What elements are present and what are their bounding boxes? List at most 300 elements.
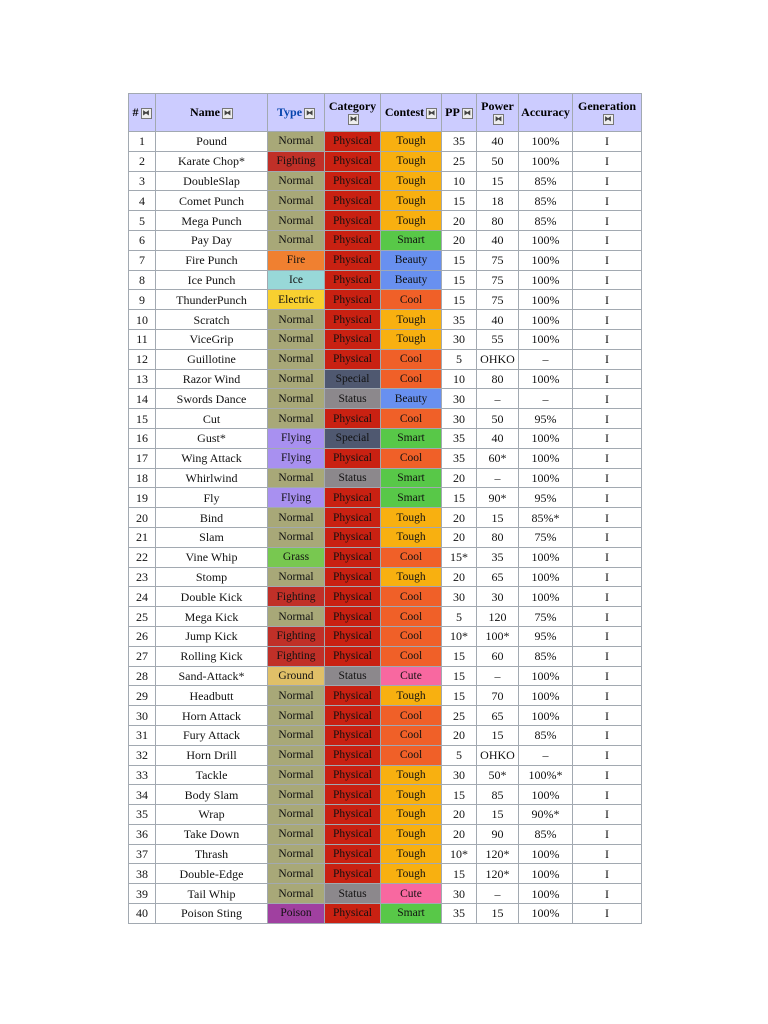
- cell-number: 3: [129, 171, 156, 191]
- cell-type[interactable]: Normal: [268, 706, 325, 726]
- cell-pp: 15: [442, 250, 477, 270]
- cell-pp: 20: [442, 211, 477, 231]
- cell-pp: 20: [442, 230, 477, 250]
- cell-contest: Tough: [381, 686, 442, 706]
- cell-move-name[interactable]: Scratch: [156, 310, 268, 330]
- column-header-name[interactable]: [156, 94, 268, 132]
- cell-accuracy: 100%: [519, 686, 573, 706]
- cell-generation: I: [573, 626, 642, 646]
- cell-type[interactable]: Normal: [268, 349, 325, 369]
- cell-contest: Smart: [381, 488, 442, 508]
- cell-type[interactable]: Fighting: [268, 587, 325, 607]
- cell-number: 1: [129, 132, 156, 152]
- cell-pp: 15*: [442, 547, 477, 567]
- cell-accuracy: 100%*: [519, 765, 573, 785]
- cell-accuracy: 100%: [519, 250, 573, 270]
- cell-move-name[interactable]: Vine Whip: [156, 547, 268, 567]
- cell-category: Physical: [325, 527, 381, 547]
- cell-pp: 30: [442, 765, 477, 785]
- cell-number: 17: [129, 448, 156, 468]
- cell-number: 38: [129, 864, 156, 884]
- cell-type[interactable]: Normal: [268, 607, 325, 627]
- cell-pp: 30: [442, 884, 477, 904]
- table-row: [129, 706, 642, 726]
- cell-pp: 5: [442, 349, 477, 369]
- cell-accuracy: 100%: [519, 587, 573, 607]
- cell-move-name[interactable]: Take Down: [156, 824, 268, 844]
- cell-number: 18: [129, 468, 156, 488]
- cell-category: Status: [325, 468, 381, 488]
- table-row: [129, 785, 642, 805]
- cell-generation: I: [573, 250, 642, 270]
- cell-pp: 15: [442, 785, 477, 805]
- cell-category: Physical: [325, 349, 381, 369]
- cell-move-name[interactable]: Guillotine: [156, 349, 268, 369]
- cell-type[interactable]: Normal: [268, 884, 325, 904]
- cell-move-name[interactable]: Mega Kick: [156, 607, 268, 627]
- cell-accuracy: 100%: [519, 428, 573, 448]
- cell-generation: I: [573, 844, 642, 864]
- cell-power: 35: [477, 547, 519, 567]
- cell-generation: I: [573, 448, 642, 468]
- cell-number: 24: [129, 587, 156, 607]
- cell-pp: 35: [442, 132, 477, 152]
- cell-category: Status: [325, 884, 381, 904]
- sort-icon[interactable]: ⧓: [463, 108, 471, 117]
- table-row: [129, 805, 642, 825]
- cell-contest: Tough: [381, 864, 442, 884]
- sort-icon[interactable]: ⧓: [142, 108, 150, 117]
- cell-type[interactable]: Normal: [268, 508, 325, 528]
- cell-category: Physical: [325, 904, 381, 924]
- cell-type[interactable]: Grass: [268, 547, 325, 567]
- cell-category: Physical: [325, 706, 381, 726]
- cell-pp: 30: [442, 587, 477, 607]
- cell-contest: Cool: [381, 745, 442, 765]
- cell-move-name[interactable]: Rolling Kick: [156, 646, 268, 666]
- cell-type[interactable]: Normal: [268, 824, 325, 844]
- cell-contest: Cute: [381, 884, 442, 904]
- cell-power: 75: [477, 290, 519, 310]
- cell-power: 100*: [477, 626, 519, 646]
- cell-move-name[interactable]: ThunderPunch: [156, 290, 268, 310]
- cell-type[interactable]: Normal: [268, 310, 325, 330]
- cell-contest: Cool: [381, 725, 442, 745]
- cell-type[interactable]: Normal: [268, 389, 325, 409]
- cell-move-name[interactable]: ViceGrip: [156, 329, 268, 349]
- cell-accuracy: 100%: [519, 270, 573, 290]
- cell-move-name[interactable]: Thrash: [156, 844, 268, 864]
- cell-contest: Cool: [381, 547, 442, 567]
- cell-accuracy: 75%: [519, 607, 573, 627]
- cell-contest: Cool: [381, 448, 442, 468]
- cell-number: 13: [129, 369, 156, 389]
- cell-power: –: [477, 389, 519, 409]
- cell-pp: 15: [442, 191, 477, 211]
- cell-type[interactable]: Normal: [268, 171, 325, 191]
- cell-number: 31: [129, 725, 156, 745]
- cell-move-name[interactable]: Horn Attack: [156, 706, 268, 726]
- header-label: PP: [445, 105, 460, 119]
- cell-generation: I: [573, 270, 642, 290]
- cell-accuracy: 100%: [519, 706, 573, 726]
- cell-generation: I: [573, 587, 642, 607]
- table-row: [129, 428, 642, 448]
- cell-move-name[interactable]: Headbutt: [156, 686, 268, 706]
- cell-number: 29: [129, 686, 156, 706]
- cell-move-name[interactable]: Poison Sting: [156, 904, 268, 924]
- cell-accuracy: 100%: [519, 904, 573, 924]
- cell-type[interactable]: Normal: [268, 567, 325, 587]
- cell-accuracy: 85%*: [519, 508, 573, 528]
- cell-category: Physical: [325, 547, 381, 567]
- cell-generation: I: [573, 686, 642, 706]
- cell-generation: I: [573, 508, 642, 528]
- cell-move-name[interactable]: Body Slam: [156, 785, 268, 805]
- table-row: [129, 329, 642, 349]
- column-header-pp[interactable]: [442, 94, 477, 132]
- cell-type[interactable]: Normal: [268, 844, 325, 864]
- column-header-accuracy[interactable]: [519, 94, 573, 132]
- cell-number: 22: [129, 547, 156, 567]
- cell-contest: Beauty: [381, 389, 442, 409]
- cell-contest: Tough: [381, 805, 442, 825]
- column-header-contest[interactable]: [381, 94, 442, 132]
- cell-number: 11: [129, 329, 156, 349]
- cell-move-name[interactable]: Stomp: [156, 567, 268, 587]
- cell-generation: I: [573, 171, 642, 191]
- cell-accuracy: 95%: [519, 409, 573, 429]
- cell-power: –: [477, 666, 519, 686]
- cell-move-name[interactable]: Gust*: [156, 428, 268, 448]
- cell-pp: 30: [442, 389, 477, 409]
- cell-power: 65: [477, 706, 519, 726]
- cell-type[interactable]: Fighting: [268, 151, 325, 171]
- cell-move-name[interactable]: Double-Edge: [156, 864, 268, 884]
- cell-generation: I: [573, 725, 642, 745]
- cell-pp: 35: [442, 428, 477, 448]
- cell-number: 35: [129, 805, 156, 825]
- cell-type[interactable]: Normal: [268, 409, 325, 429]
- cell-pp: 30: [442, 409, 477, 429]
- cell-type[interactable]: Normal: [268, 864, 325, 884]
- cell-category: Physical: [325, 290, 381, 310]
- cell-power: OHKO: [477, 745, 519, 765]
- cell-number: 32: [129, 745, 156, 765]
- cell-type[interactable]: Normal: [268, 230, 325, 250]
- table-row: [129, 904, 642, 924]
- cell-move-name[interactable]: Jump Kick: [156, 626, 268, 646]
- cell-type[interactable]: Normal: [268, 132, 325, 152]
- cell-power: 80: [477, 527, 519, 547]
- cell-accuracy: 85%: [519, 211, 573, 231]
- cell-category: Physical: [325, 250, 381, 270]
- cell-power: 40: [477, 310, 519, 330]
- table-row: [129, 567, 642, 587]
- cell-number: 9: [129, 290, 156, 310]
- header-link[interactable]: Type: [276, 105, 303, 119]
- cell-type[interactable]: Normal: [268, 211, 325, 231]
- cell-move-name[interactable]: Razor Wind: [156, 369, 268, 389]
- cell-pp: 15: [442, 686, 477, 706]
- cell-accuracy: 90%*: [519, 805, 573, 825]
- table-row: [129, 171, 642, 191]
- cell-power: 80: [477, 369, 519, 389]
- cell-pp: 30: [442, 329, 477, 349]
- cell-number: 39: [129, 884, 156, 904]
- cell-pp: 10*: [442, 626, 477, 646]
- cell-move-name[interactable]: Fly: [156, 488, 268, 508]
- cell-type[interactable]: Normal: [268, 686, 325, 706]
- cell-power: 15: [477, 904, 519, 924]
- column-header-category[interactable]: [325, 94, 381, 132]
- cell-contest: Cool: [381, 607, 442, 627]
- cell-number: 36: [129, 824, 156, 844]
- cell-move-name[interactable]: Cut: [156, 409, 268, 429]
- cell-generation: I: [573, 151, 642, 171]
- cell-generation: I: [573, 745, 642, 765]
- cell-pp: 35: [442, 310, 477, 330]
- cell-pp: 15: [442, 290, 477, 310]
- cell-contest: Cool: [381, 369, 442, 389]
- cell-category: Physical: [325, 607, 381, 627]
- cell-contest: Tough: [381, 310, 442, 330]
- cell-category: Physical: [325, 409, 381, 429]
- table-row: [129, 626, 642, 646]
- cell-move-name[interactable]: Sand-Attack*: [156, 666, 268, 686]
- cell-number: 27: [129, 646, 156, 666]
- cell-contest: Tough: [381, 132, 442, 152]
- table-row: [129, 369, 642, 389]
- cell-generation: I: [573, 369, 642, 389]
- column-header-power[interactable]: [477, 94, 519, 132]
- cell-pp: 20: [442, 527, 477, 547]
- cell-move-name[interactable]: Pound: [156, 132, 268, 152]
- cell-move-name[interactable]: Karate Chop*: [156, 151, 268, 171]
- cell-category: Physical: [325, 765, 381, 785]
- cell-number: 20: [129, 508, 156, 528]
- cell-number: 23: [129, 567, 156, 587]
- cell-category: Physical: [325, 211, 381, 231]
- cell-accuracy: 100%: [519, 310, 573, 330]
- cell-move-name[interactable]: Double Kick: [156, 587, 268, 607]
- cell-generation: I: [573, 567, 642, 587]
- cell-accuracy: 100%: [519, 329, 573, 349]
- cell-power: 85: [477, 785, 519, 805]
- cell-move-name[interactable]: Slam: [156, 527, 268, 547]
- cell-generation: I: [573, 428, 642, 448]
- cell-power: 120*: [477, 844, 519, 864]
- table-row: [129, 151, 642, 171]
- cell-move-name[interactable]: DoubleSlap: [156, 171, 268, 191]
- cell-contest: Tough: [381, 527, 442, 547]
- cell-power: 18: [477, 191, 519, 211]
- cell-contest: Tough: [381, 191, 442, 211]
- cell-pp: 20: [442, 824, 477, 844]
- cell-number: 33: [129, 765, 156, 785]
- cell-type[interactable]: Normal: [268, 191, 325, 211]
- cell-contest: Tough: [381, 508, 442, 528]
- column-header-type[interactable]: [268, 94, 325, 132]
- cell-category: Physical: [325, 329, 381, 349]
- cell-power: 70: [477, 686, 519, 706]
- header-label: Power: [481, 98, 514, 113]
- cell-pp: 20: [442, 468, 477, 488]
- table-row: [129, 745, 642, 765]
- table-row: [129, 468, 642, 488]
- cell-pp: 20: [442, 567, 477, 587]
- cell-type[interactable]: Electric: [268, 290, 325, 310]
- cell-move-name[interactable]: Mega Punch: [156, 211, 268, 231]
- cell-type[interactable]: Flying: [268, 448, 325, 468]
- cell-accuracy: 100%: [519, 864, 573, 884]
- cell-category: Status: [325, 389, 381, 409]
- cell-move-name[interactable]: Tackle: [156, 765, 268, 785]
- cell-category: Physical: [325, 151, 381, 171]
- cell-type[interactable]: Normal: [268, 329, 325, 349]
- cell-power: 120*: [477, 864, 519, 884]
- sort-icon[interactable]: ⧓: [428, 108, 436, 117]
- cell-move-name[interactable]: Comet Punch: [156, 191, 268, 211]
- cell-move-name[interactable]: Horn Drill: [156, 745, 268, 765]
- cell-accuracy: –: [519, 745, 573, 765]
- cell-pp: 10: [442, 171, 477, 191]
- cell-contest: Tough: [381, 785, 442, 805]
- cell-type[interactable]: Normal: [268, 765, 325, 785]
- header-label: Name: [190, 105, 220, 119]
- cell-move-name[interactable]: Fury Attack: [156, 725, 268, 745]
- cell-number: 8: [129, 270, 156, 290]
- cell-power: 75: [477, 250, 519, 270]
- table-row: [129, 725, 642, 745]
- cell-power: 15: [477, 171, 519, 191]
- cell-pp: 10: [442, 369, 477, 389]
- cell-type[interactable]: Fighting: [268, 626, 325, 646]
- cell-number: 6: [129, 230, 156, 250]
- cell-accuracy: 100%: [519, 785, 573, 805]
- cell-contest: Cool: [381, 587, 442, 607]
- cell-power: 15: [477, 508, 519, 528]
- cell-power: –: [477, 884, 519, 904]
- cell-type[interactable]: Normal: [268, 805, 325, 825]
- cell-type[interactable]: Normal: [268, 527, 325, 547]
- cell-accuracy: 100%: [519, 151, 573, 171]
- cell-power: 90: [477, 824, 519, 844]
- cell-type[interactable]: Poison: [268, 904, 325, 924]
- sort-icon[interactable]: ⧓: [306, 108, 314, 117]
- cell-type[interactable]: Fighting: [268, 646, 325, 666]
- cell-pp: 15: [442, 864, 477, 884]
- cell-power: 60: [477, 646, 519, 666]
- cell-type[interactable]: Flying: [268, 488, 325, 508]
- cell-move-name[interactable]: Wrap: [156, 805, 268, 825]
- cell-number: 10: [129, 310, 156, 330]
- cell-move-name[interactable]: Bind: [156, 508, 268, 528]
- cell-pp: 20: [442, 725, 477, 745]
- cell-type[interactable]: Normal: [268, 785, 325, 805]
- cell-pp: 15: [442, 488, 477, 508]
- table-row: [129, 646, 642, 666]
- column-header-generation[interactable]: [573, 94, 642, 132]
- cell-contest: Beauty: [381, 250, 442, 270]
- cell-contest: Beauty: [381, 270, 442, 290]
- sort-icon[interactable]: ⧓: [495, 115, 502, 124]
- cell-accuracy: 85%: [519, 646, 573, 666]
- sort-icon[interactable]: ⧓: [224, 108, 231, 117]
- cell-type[interactable]: Normal: [268, 468, 325, 488]
- sort-icon[interactable]: ⧓: [350, 115, 357, 124]
- cell-power: 55: [477, 329, 519, 349]
- cell-number: 40: [129, 904, 156, 924]
- cell-number: 16: [129, 428, 156, 448]
- column-header-number[interactable]: [129, 94, 156, 132]
- cell-contest: Tough: [381, 844, 442, 864]
- moves-table: [128, 93, 642, 924]
- header-label: Generation: [578, 98, 636, 113]
- cell-category: Physical: [325, 567, 381, 587]
- cell-category: Special: [325, 369, 381, 389]
- cell-category: Physical: [325, 270, 381, 290]
- table-row: [129, 250, 642, 270]
- cell-accuracy: 100%: [519, 547, 573, 567]
- cell-number: 5: [129, 211, 156, 231]
- cell-move-name[interactable]: Fire Punch: [156, 250, 268, 270]
- cell-generation: I: [573, 666, 642, 686]
- cell-move-name[interactable]: Ice Punch: [156, 270, 268, 290]
- cell-number: 7: [129, 250, 156, 270]
- cell-move-name[interactable]: Pay Day: [156, 230, 268, 250]
- cell-generation: I: [573, 864, 642, 884]
- cell-contest: Cute: [381, 666, 442, 686]
- cell-type[interactable]: Flying: [268, 428, 325, 448]
- cell-generation: I: [573, 468, 642, 488]
- cell-type[interactable]: Normal: [268, 725, 325, 745]
- sort-icon[interactable]: ⧓: [604, 115, 612, 124]
- cell-power: 15: [477, 725, 519, 745]
- cell-type[interactable]: Ice: [268, 270, 325, 290]
- cell-generation: I: [573, 607, 642, 627]
- cell-move-name[interactable]: Whirlwind: [156, 468, 268, 488]
- cell-accuracy: 95%: [519, 626, 573, 646]
- table-row: [129, 547, 642, 567]
- cell-move-name[interactable]: Swords Dance: [156, 389, 268, 409]
- cell-type[interactable]: Fire: [268, 250, 325, 270]
- cell-generation: I: [573, 310, 642, 330]
- header-label: Contest: [384, 105, 425, 119]
- cell-power: 30: [477, 587, 519, 607]
- cell-type[interactable]: Ground: [268, 666, 325, 686]
- cell-generation: I: [573, 765, 642, 785]
- cell-generation: I: [573, 389, 642, 409]
- cell-accuracy: 75%: [519, 527, 573, 547]
- cell-type[interactable]: Normal: [268, 369, 325, 389]
- cell-contest: Cool: [381, 409, 442, 429]
- cell-contest: Tough: [381, 171, 442, 191]
- cell-move-name[interactable]: Tail Whip: [156, 884, 268, 904]
- cell-pp: 20: [442, 805, 477, 825]
- cell-type[interactable]: Normal: [268, 745, 325, 765]
- cell-move-name[interactable]: Wing Attack: [156, 448, 268, 468]
- cell-number: 21: [129, 527, 156, 547]
- table-row: [129, 448, 642, 468]
- cell-generation: I: [573, 409, 642, 429]
- cell-pp: 35: [442, 904, 477, 924]
- cell-power: 40: [477, 132, 519, 152]
- cell-generation: I: [573, 824, 642, 844]
- cell-accuracy: 85%: [519, 171, 573, 191]
- cell-generation: I: [573, 527, 642, 547]
- cell-number: 28: [129, 666, 156, 686]
